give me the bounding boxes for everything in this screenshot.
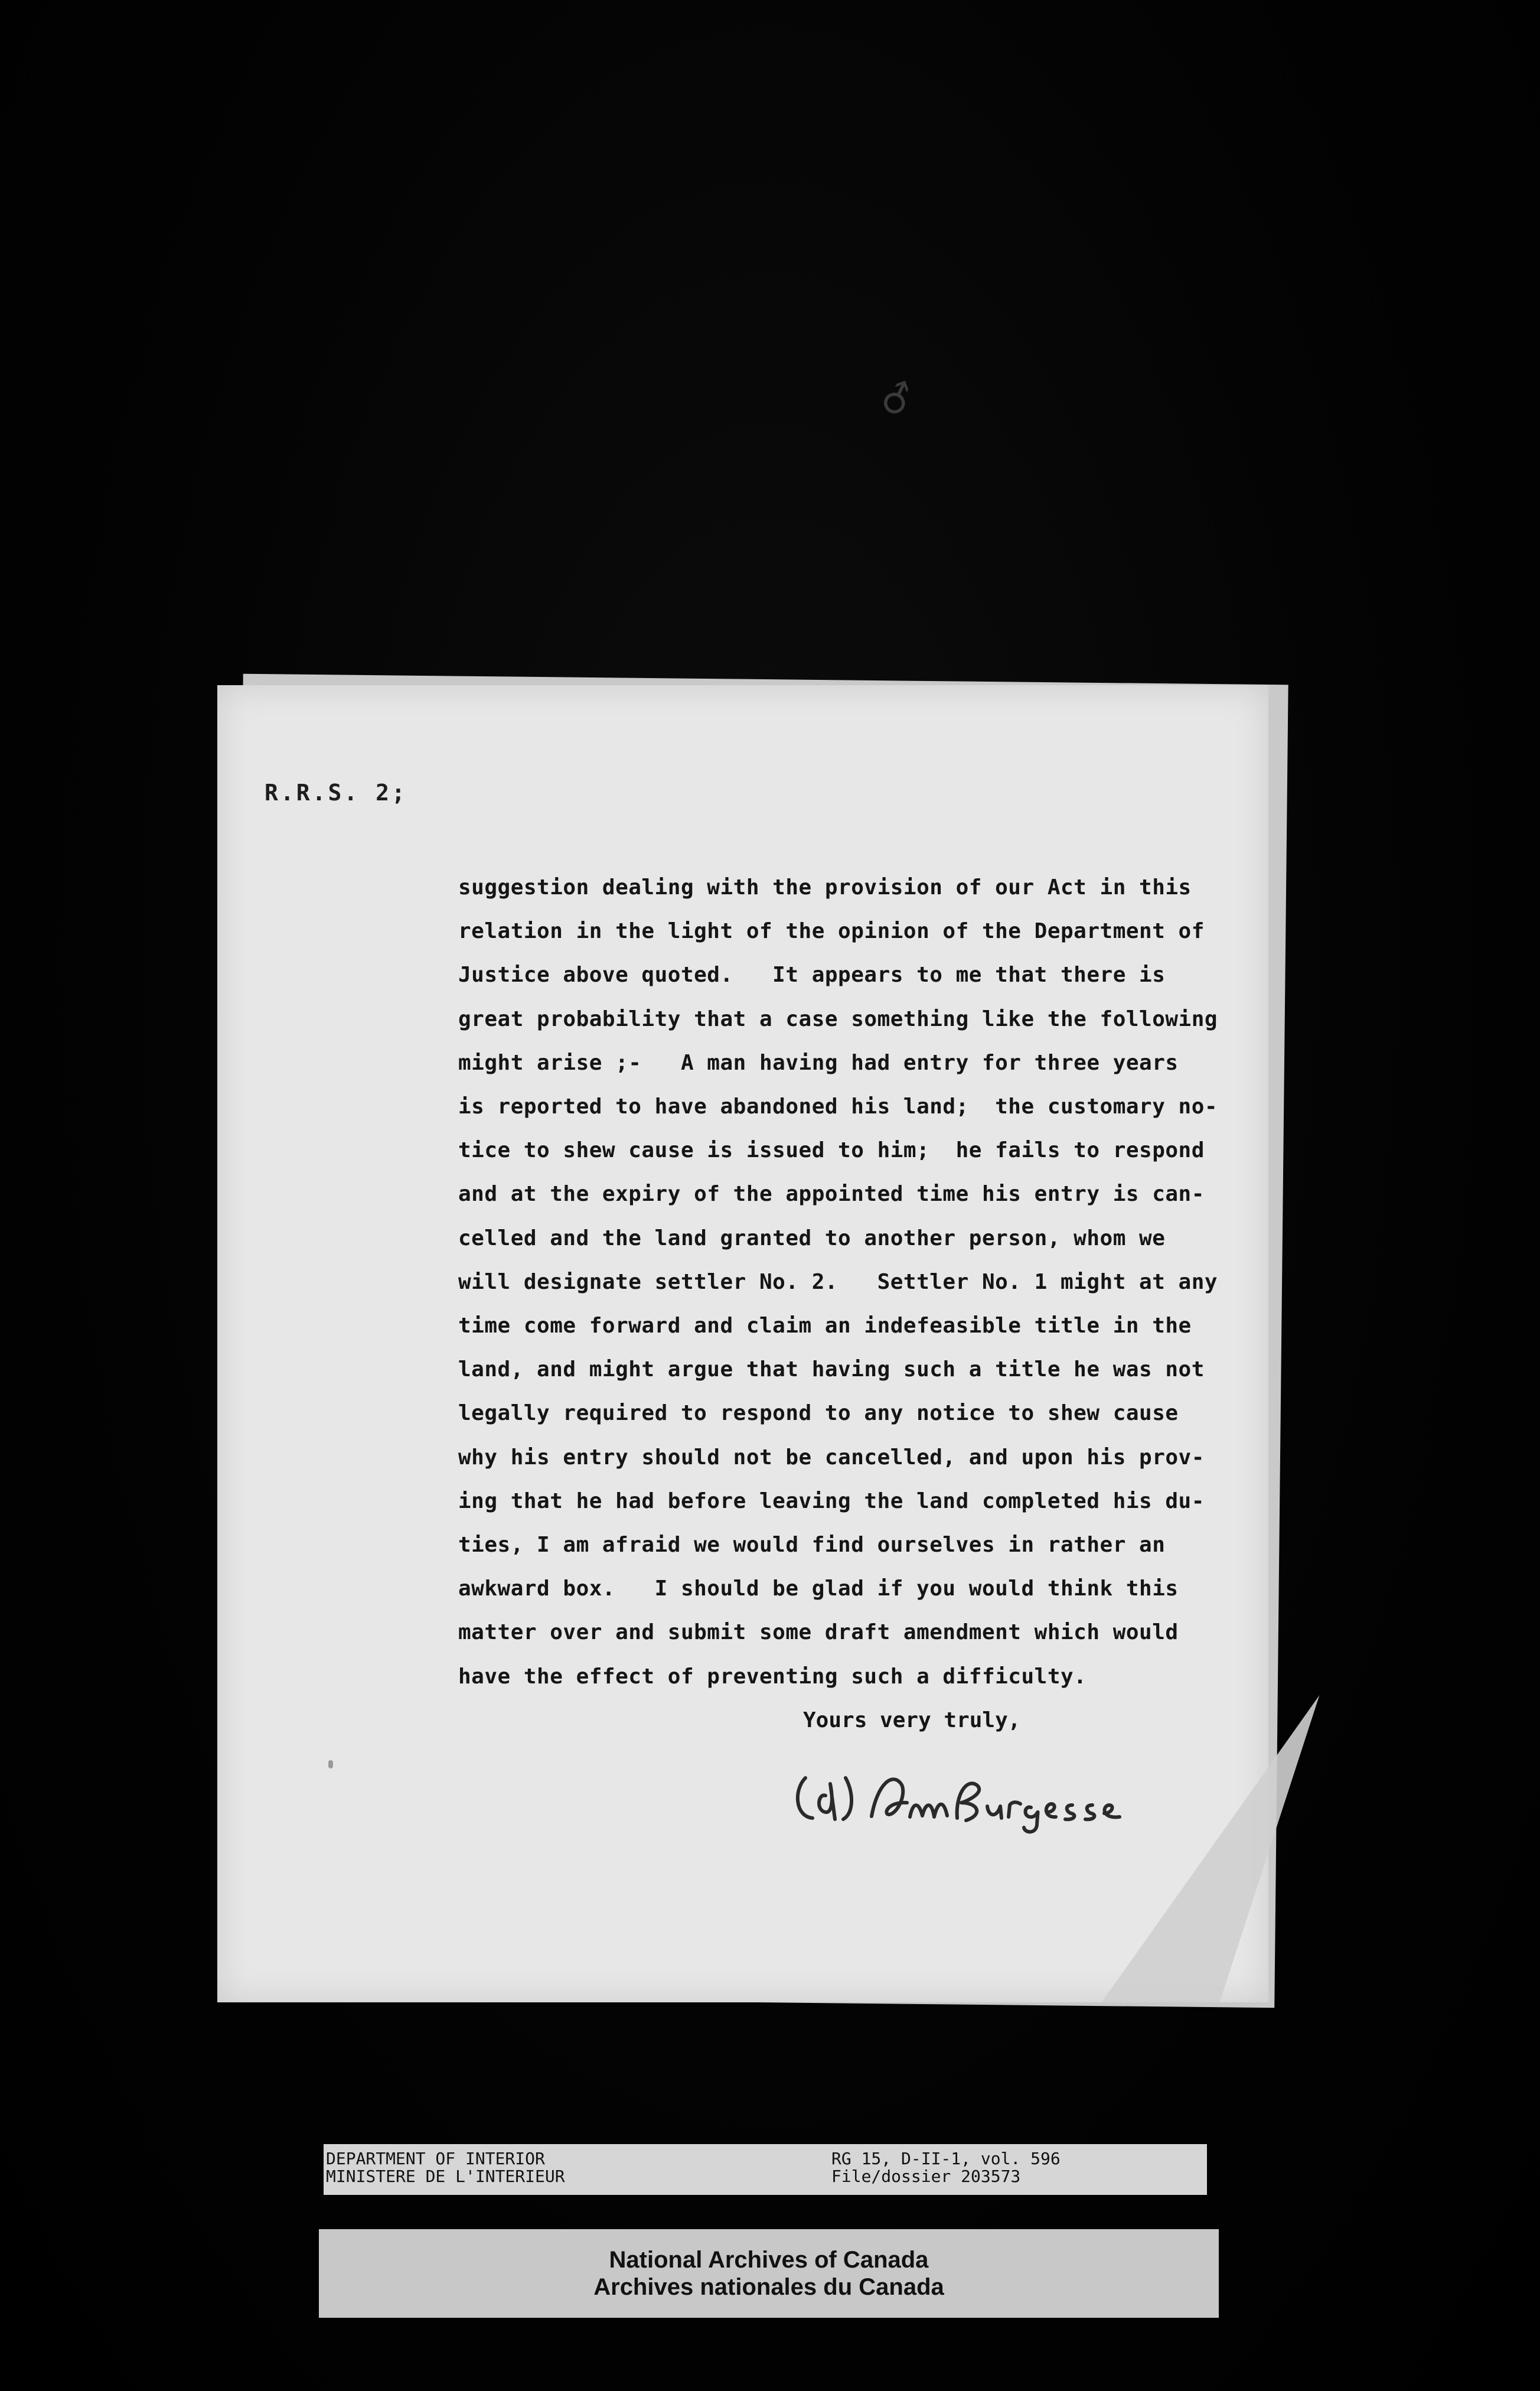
body-line: why his entry should not be cancelled, and upon his prov- bbox=[458, 1445, 1205, 1470]
page-reference: R.R.S. 2; bbox=[265, 780, 407, 806]
letter-body bbox=[458, 866, 1249, 1699]
body-line: matter over and submit some draft amendment which would bbox=[458, 1620, 1179, 1645]
margin-mark bbox=[328, 1760, 333, 1768]
film-speck: ♂ bbox=[873, 373, 921, 426]
signature-icon bbox=[789, 1760, 1179, 1837]
body-line: legally required to respond to any notice to shew cause bbox=[458, 1401, 1179, 1426]
department-en: DEPARTMENT OF INTERIOR bbox=[326, 2149, 545, 2168]
body-line: great probability that a case something like the following bbox=[458, 1006, 1218, 1031]
body-line: awkward box. I should be glad if you would think this bbox=[458, 1576, 1179, 1601]
archive-name-en: National Archives of Canada bbox=[609, 2247, 929, 2273]
body-line: will designate settler No. 2. Settler No. 1 might at any bbox=[458, 1269, 1218, 1294]
archive-reference bbox=[831, 2150, 1061, 2185]
body-line: and at the expiry of the appointed time his entry is can- bbox=[458, 1182, 1205, 1207]
archive-department-label bbox=[324, 2144, 1207, 2195]
body-line: is reported to have abandoned his land; the customary no- bbox=[458, 1094, 1218, 1119]
department-names bbox=[326, 2150, 565, 2185]
department-fr: MINISTERE DE L'INTERIEUR bbox=[326, 2167, 565, 2186]
body-line: time come forward and claim an indefeasible title in the bbox=[458, 1314, 1192, 1338]
body-line: suggestion dealing with the provision of our Act in this bbox=[458, 875, 1192, 900]
file-number: File/dossier 203573 bbox=[831, 2167, 1021, 2186]
archive-name-fr: Archives nationales du Canada bbox=[593, 2274, 944, 2300]
handwritten-signature bbox=[789, 1760, 1179, 1837]
body-line: celled and the land granted to another person, whom we bbox=[458, 1226, 1166, 1250]
body-line: land, and might argue that having such a title he was not bbox=[458, 1357, 1205, 1382]
body-line: ing that he had before leaving the land completed his du- bbox=[458, 1488, 1205, 1513]
body-line: might arise ;- A man having had entry for three years bbox=[458, 1050, 1179, 1075]
body-line: Justice above quoted. It appears to me that there is bbox=[458, 963, 1166, 988]
body-line: tice to shew cause is issued to him; he fails to respond bbox=[458, 1138, 1205, 1163]
national-archives-label bbox=[319, 2229, 1219, 2318]
record-group: RG 15, D-II-1, vol. 596 bbox=[831, 2149, 1061, 2168]
body-line: relation in the light of the opinion of the Department of bbox=[458, 919, 1205, 944]
body-line: ties, I am afraid we would find ourselves in rather an bbox=[458, 1533, 1166, 1558]
closing-salutation: Yours very truly, bbox=[803, 1708, 1021, 1732]
body-line: have the effect of preventing such a difficulty. bbox=[458, 1664, 1087, 1689]
